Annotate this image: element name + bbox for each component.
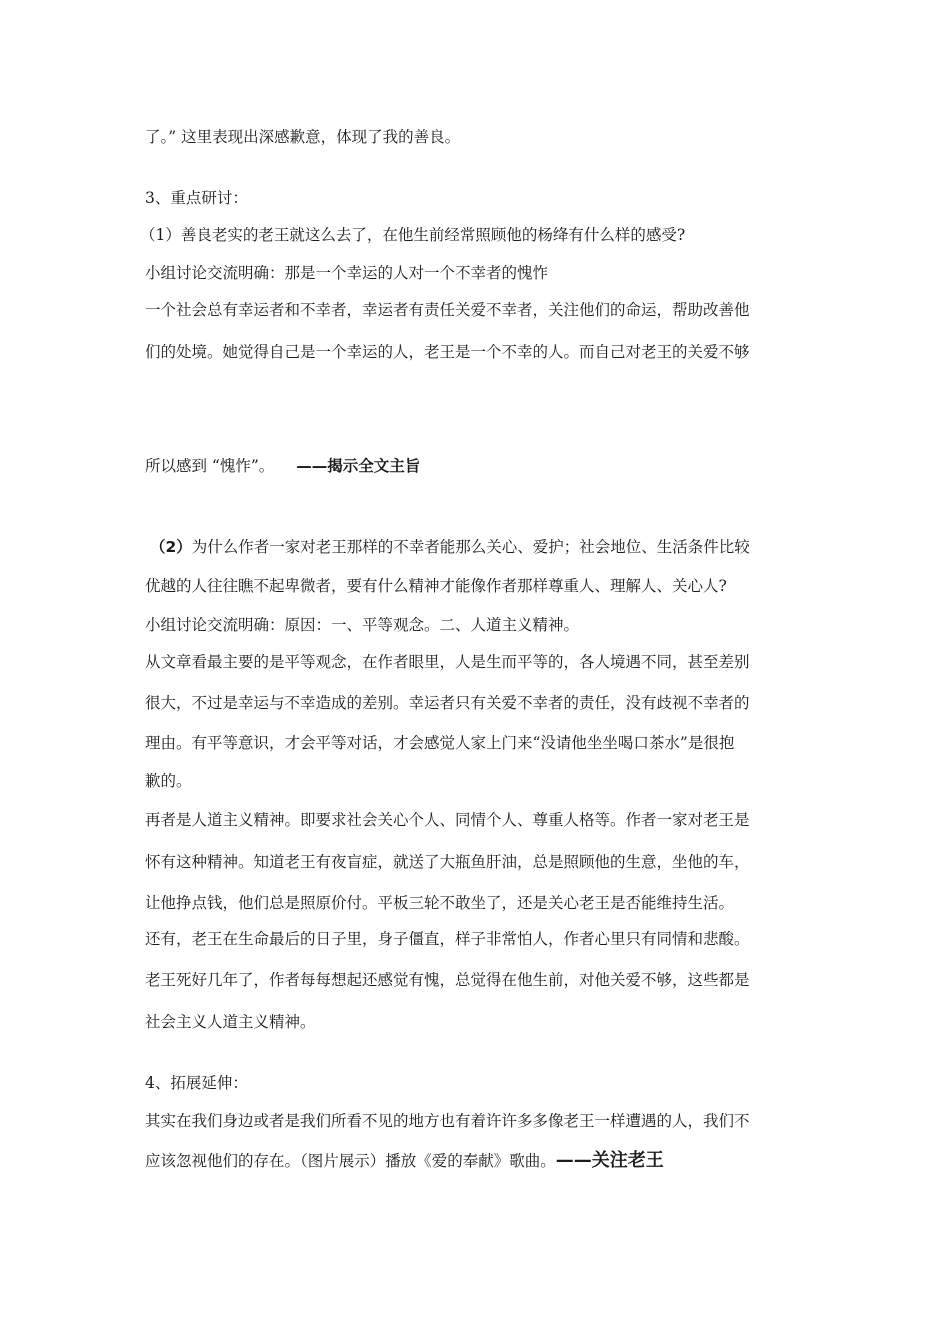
paragraph-line: 歉的。: [145, 772, 192, 790]
paragraph-line: 还有，老王在生命最后的日子里，身子僵直，样子非常怕人，作者心里只有同情和悲酸。: [145, 930, 750, 948]
section-heading-4: 4、拓展延伸：: [145, 1074, 248, 1092]
paragraph-text: 应该忽视他们的存在。（图片展示）播放《爱的奉献》歌曲。: [145, 1152, 556, 1170]
paragraph-line: 再者是人道主义精神。即要求社会关心个人、同情个人、尊重人格等。作者一家对老王是: [145, 811, 750, 829]
paragraph-line: 小组讨论交流明确：原因：一、平等观念。二、人道主义精神。: [145, 616, 580, 634]
section-heading-3: 3、重点研讨：: [145, 189, 248, 207]
question-number: （2）: [150, 538, 192, 556]
paragraph-line: 老王死好几年了，作者每每想起还感觉有愧，总觉得在他生前，对他关爱不够，这些都是: [145, 971, 750, 989]
paragraph-line: 怀有这种精神。知道老王有夜盲症，就送了大瓶鱼肝油，总是照顾他的生意，坐他的车，: [145, 853, 750, 871]
paragraph-line: 理由。有平等意识，才会平等对话，才会感觉人家上门来“没请他坐坐喝口茶水”是很抱: [145, 734, 735, 752]
paragraph-line: [145, 456, 825, 476]
paragraph-text: 所以感到 “愧怍”。: [145, 457, 275, 475]
paragraph-line: 优越的人往往瞧不起卑微者，要有什么精神才能像作者那样尊重人、理解人、关心人?: [145, 577, 727, 595]
question-text: 为什么作者一家对老王那样的不幸者能那么关心、爱护；社会地位、生活条件比较: [191, 538, 750, 556]
paragraph-line: 小组讨论交流明确：那是一个幸运的人对一个不幸者的愧怍: [145, 264, 549, 282]
paragraph-line: 其实在我们身边或者是我们所看不见的地方也有着许许多多像老王一样遭遇的人，我们不: [145, 1112, 750, 1130]
question-2: [150, 537, 830, 557]
paragraph-line: 了。” 这里表现出深感歉意，体现了我的善良。: [145, 128, 461, 146]
paragraph-line: 从文章看最主要的是平等观念，在作者眼里，人是生而平等的，各人境遇不同，甚至差别: [145, 653, 750, 671]
paragraph-line: [145, 1151, 825, 1171]
question-1: （1）善良老实的老王就这么去了，在他生前经常照顾他的杨绛有什么样的感受?: [140, 226, 686, 244]
paragraph-line: 社会主义人道主义精神。: [145, 1013, 316, 1031]
paragraph-line: 们的处境。她觉得自己是一个幸运的人，老王是一个不幸的人。而自己对老王的关爱不够: [145, 343, 750, 361]
theme-note: ——揭示全文主旨: [296, 457, 421, 475]
paragraph-line: 让他挣点钱，他们总是照原价付。平板三轮不敢坐了，还是关心老王是否能维持生活。: [145, 894, 735, 912]
paragraph-line: 一个社会总有幸运者和不幸者，幸运者有责任关爱不幸者，关注他们的命运，帮助改善他: [145, 301, 750, 319]
theme-note: ——关注老王: [555, 1150, 664, 1171]
paragraph-line: 很大，不过是幸运与不幸造成的差别。幸运者只有关爱不幸者的责任，没有歧视不幸者的: [145, 694, 750, 712]
